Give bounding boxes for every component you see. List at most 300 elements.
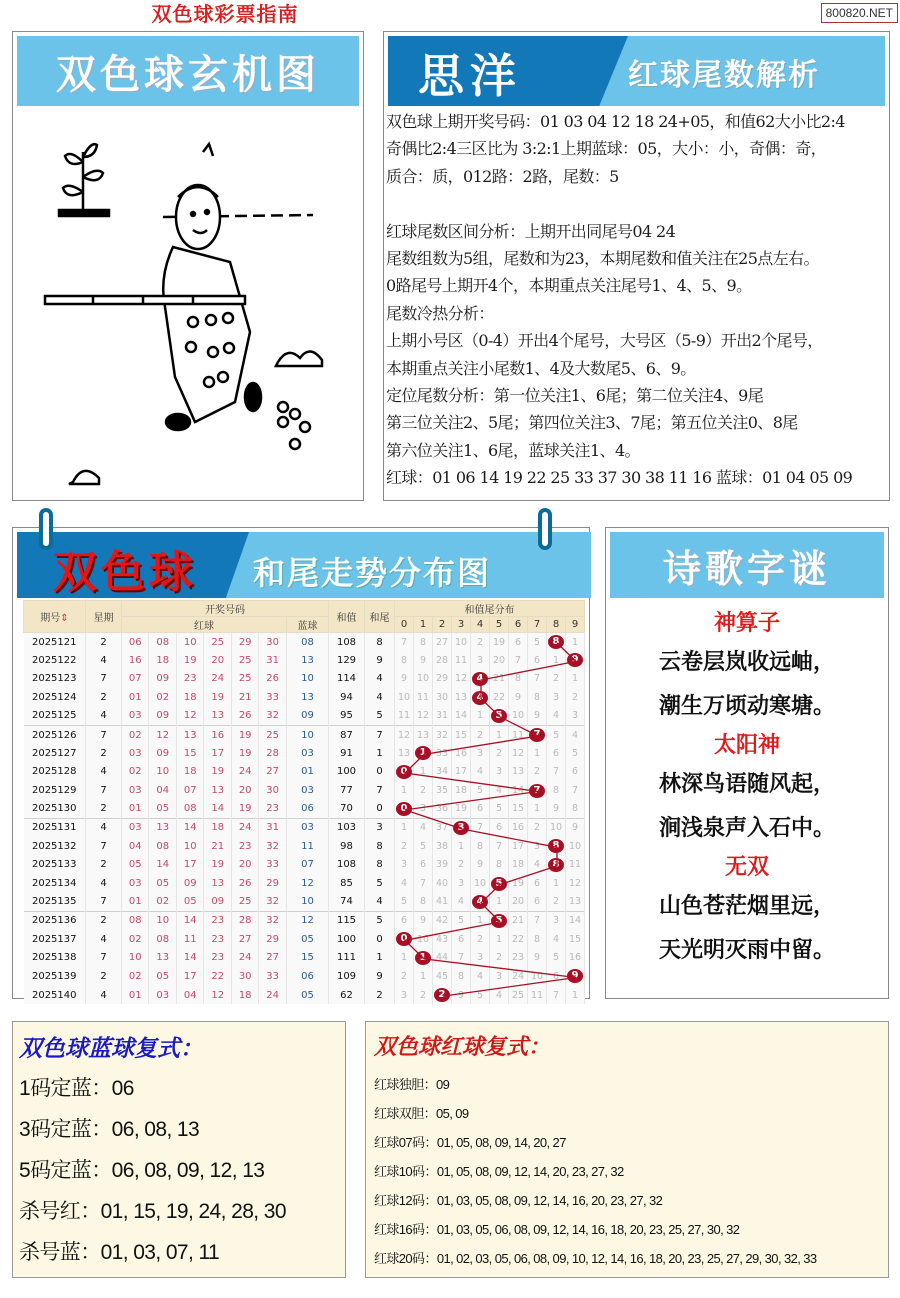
- poem-banner: 诗歌字谜: [610, 532, 884, 598]
- weekday-cell: 2: [86, 967, 122, 986]
- distribution-cell: 9: [414, 651, 433, 670]
- distribution-cell: 1: [395, 949, 414, 968]
- red-ball-cell: 14: [176, 818, 203, 837]
- site-badge[interactable]: 800820.NET: [821, 3, 898, 23]
- distribution-cell: 35: [433, 781, 452, 800]
- red-ball-cell: 13: [204, 707, 231, 726]
- distribution-cell: 13: [452, 688, 471, 707]
- distribution-cell: 4: [490, 986, 509, 1005]
- red-ball-cell: 24: [231, 949, 258, 968]
- tail-ball-marker: 2: [434, 988, 450, 1002]
- red-ball-cell: 26: [231, 874, 258, 893]
- weekday-cell: 7: [86, 949, 122, 968]
- distribution-cell: 2: [452, 856, 471, 875]
- red-ball-cell: 32: [259, 893, 286, 912]
- weekday-cell: 4: [86, 651, 122, 670]
- issue-cell: 2025134: [24, 874, 86, 893]
- red-ball-cell: 13: [149, 949, 176, 968]
- distribution-cell: 12: [452, 670, 471, 689]
- draw-column-header: 开奖号码: [122, 601, 329, 617]
- red-ball-compound-panel: [365, 1021, 889, 1278]
- poem-riddle-panel: [605, 527, 889, 999]
- red-ball-cell: 19: [176, 651, 203, 670]
- distribution-cell: 1: [490, 725, 509, 744]
- distribution-cell: 8: [566, 800, 585, 819]
- distribution-cell: 8: [414, 893, 433, 912]
- red-ball-cell: 13: [204, 874, 231, 893]
- distribution-cell: 9: [528, 707, 547, 726]
- red-ball-cell: 01: [122, 893, 149, 912]
- distribution-cell: 1: [490, 893, 509, 912]
- tail-ball-marker: 4: [472, 691, 488, 705]
- tail-cell: 0: [365, 763, 395, 782]
- red-ball-cell: 03: [122, 781, 149, 800]
- distribution-cell: 20: [509, 893, 528, 912]
- blue-compound-row: 5码定蓝：06, 08, 09, 12, 13: [19, 1159, 265, 1182]
- distribution-cell: 13: [566, 893, 585, 912]
- poem-line: 涧浅泉声入石中。: [658, 815, 835, 841]
- digit-header: 7: [528, 617, 547, 633]
- red-ball-cell: 04: [149, 781, 176, 800]
- red-compound-title: 双色球红球复式：: [374, 1034, 551, 1060]
- red-ball-cell: 02: [149, 688, 176, 707]
- red-ball-cell: 16: [204, 725, 231, 744]
- tail-cell: 0: [365, 930, 395, 949]
- blue-ball-cell: 06: [286, 967, 328, 986]
- tail-cell: 7: [365, 781, 395, 800]
- issue-cell: 2025124: [24, 688, 86, 707]
- distribution-cell: 2: [547, 893, 566, 912]
- distribution-cell: 10: [528, 967, 547, 986]
- paper-clip-right: [538, 508, 552, 550]
- distribution-cell: 4: [471, 967, 490, 986]
- tail-cell: 8: [365, 856, 395, 875]
- distribution-cell: 4: [528, 856, 547, 875]
- tail-cell: 2: [365, 986, 395, 1005]
- blue-ball-cell: 13: [286, 688, 328, 707]
- trend-row: [24, 744, 585, 763]
- red-ball-cell: 30: [259, 781, 286, 800]
- red-ball-cell: 25: [259, 725, 286, 744]
- weekday-column-header: 星期: [86, 601, 122, 633]
- distribution-cell: [528, 725, 547, 744]
- distribution-cell: 6: [566, 763, 585, 782]
- distribution-cell: 13: [509, 763, 528, 782]
- red-ball-cell: 24: [259, 986, 286, 1005]
- poem-line: 天光明灭雨中留。: [658, 937, 835, 963]
- distribution-cell: [471, 688, 490, 707]
- red-ball-cell: 30: [231, 967, 258, 986]
- tail-ball-marker: 0: [396, 932, 412, 946]
- poem-line: 云卷层岚收远岫，: [658, 649, 835, 675]
- distribution-cell: 17: [452, 763, 471, 782]
- page-title: 双色球彩票指南: [151, 2, 299, 26]
- red-ball-cell: 10: [122, 949, 149, 968]
- red-ball-cell: 04: [122, 837, 149, 856]
- red-ball-cell: 29: [231, 633, 258, 652]
- trend-row: [24, 967, 585, 986]
- distribution-cell: 3: [547, 688, 566, 707]
- red-ball-cell: 03: [122, 818, 149, 837]
- distribution-cell: 9: [452, 986, 471, 1005]
- red-ball-cell: 03: [122, 744, 149, 763]
- distribution-cell: 1: [528, 800, 547, 819]
- distribution-cell: 8: [471, 837, 490, 856]
- distribution-cell: 8: [509, 670, 528, 689]
- red-ball-cell: 19: [204, 763, 231, 782]
- tail-column-header: 和尾: [365, 601, 395, 633]
- trend-row: [24, 986, 585, 1005]
- weekday-cell: 7: [86, 893, 122, 912]
- distribution-cell: 1: [395, 781, 414, 800]
- distribution-cell: 8: [414, 633, 433, 652]
- red-ball-cell: 14: [176, 949, 203, 968]
- distribution-cell: 7: [566, 781, 585, 800]
- red-ball-cell: 17: [176, 967, 203, 986]
- tail-ball-marker: 0: [396, 802, 412, 816]
- weekday-cell: 7: [86, 837, 122, 856]
- analysis-subtitle: 红球尾数解析: [628, 58, 820, 93]
- distribution-cell: 7: [509, 651, 528, 670]
- red-ball-cell: 26: [259, 670, 286, 689]
- distribution-cell: 5: [547, 949, 566, 968]
- distribution-cell: 8: [528, 688, 547, 707]
- tail-ball-marker: 3: [453, 821, 469, 835]
- red-ball-cell: 05: [122, 856, 149, 875]
- distribution-cell: 8: [452, 967, 471, 986]
- blue-ball-cell: 06: [286, 800, 328, 819]
- issue-cell: 2025132: [24, 837, 86, 856]
- distribution-cell: 4: [566, 725, 585, 744]
- distribution-cell: 3: [395, 856, 414, 875]
- red-ball-cell: 27: [259, 763, 286, 782]
- distribution-cell: 3: [471, 744, 490, 763]
- distribution-cell: 5: [452, 911, 471, 930]
- tail-analysis-panel: [383, 31, 890, 501]
- distribution-cell: 8: [490, 856, 509, 875]
- red-compound-row: 红球16码：01, 03, 05, 06, 08, 09, 12, 14, 16, 18, 20, 23, 25, 27, 30, 32: [374, 1222, 740, 1237]
- red-ball-cell: 23: [259, 800, 286, 819]
- red-ball-cell: 19: [204, 688, 231, 707]
- distribution-cell: 8: [395, 651, 414, 670]
- weekday-cell: 4: [86, 986, 122, 1005]
- red-ball-cell: 03: [122, 707, 149, 726]
- distribution-cell: 2: [471, 725, 490, 744]
- trend-table: [23, 600, 585, 1004]
- distribution-cell: 16: [566, 949, 585, 968]
- tail-ball-marker: 8: [548, 635, 564, 649]
- distribution-cell: 15: [566, 930, 585, 949]
- illustration-panel: [12, 31, 364, 501]
- red-ball-cell: 27: [231, 930, 258, 949]
- distribution-cell: 9: [395, 670, 414, 689]
- tail-cell: 4: [365, 688, 395, 707]
- red-compound-row: 红球双胆：05, 09: [374, 1106, 469, 1121]
- distribution-cell: 28: [433, 651, 452, 670]
- trend-banner-subtitle: 和尾走势分布图: [253, 554, 492, 592]
- red-ball-cell: 09: [176, 874, 203, 893]
- tail-cell: 3: [365, 818, 395, 837]
- red-ball-cell: 10: [176, 837, 203, 856]
- tail-cell: 5: [365, 874, 395, 893]
- red-ball-cell: 18: [204, 818, 231, 837]
- red-ball-cell: 25: [231, 651, 258, 670]
- red-compound-row: 红球10码：01, 05, 08, 09, 12, 14, 20, 23, 27, 32: [374, 1164, 624, 1179]
- red-ball-cell: 09: [204, 893, 231, 912]
- issue-cell: 2025122: [24, 651, 86, 670]
- distribution-cell: 2: [414, 781, 433, 800]
- distribution-cell: 19: [509, 874, 528, 893]
- distribution-cell: 2: [414, 986, 433, 1005]
- trend-row: [24, 874, 585, 893]
- blue-ball-cell: 03: [286, 818, 328, 837]
- distribution-cell: 42: [433, 911, 452, 930]
- distribution-cell: 10: [414, 930, 433, 949]
- distribution-cell: 30: [433, 688, 452, 707]
- sum-column-header: 和值: [329, 601, 365, 633]
- distribution-cell: 5: [471, 781, 490, 800]
- analysis-line: 第六位关注1、6尾，蓝球关注1、4。: [386, 440, 640, 460]
- sum-cell: 87: [329, 725, 365, 744]
- blue-ball-cell: 08: [286, 633, 328, 652]
- digit-header: 8: [547, 617, 566, 633]
- distribution-cell: [395, 930, 414, 949]
- poem-line: 山色苍茫烟里远，: [658, 893, 835, 919]
- sum-cell: 98: [329, 837, 365, 856]
- distribution-cell: [547, 856, 566, 875]
- sum-cell: 85: [329, 874, 365, 893]
- distribution-cell: 36: [433, 800, 452, 819]
- red-ball-cell: 19: [204, 856, 231, 875]
- distribution-cell: 10: [566, 837, 585, 856]
- distribution-cell: [547, 633, 566, 652]
- mystic-drawing-image: [33, 122, 343, 492]
- weekday-cell: 4: [86, 930, 122, 949]
- blue-ball-cell: 12: [286, 874, 328, 893]
- red-ball-cell: 20: [204, 651, 231, 670]
- poem-author: 无双: [724, 854, 769, 880]
- issue-cell: 2025136: [24, 911, 86, 930]
- distribution-cell: 2: [490, 744, 509, 763]
- analysis-line: 质合：质，012路：2路，尾数：5: [386, 166, 619, 186]
- distribution-cell: [395, 800, 414, 819]
- distribution-cell: 39: [433, 856, 452, 875]
- distribution-cell: 2: [471, 633, 490, 652]
- red-ball-cell: 01: [122, 800, 149, 819]
- red-ball-cell: 03: [122, 874, 149, 893]
- red-ball-cell: 13: [204, 781, 231, 800]
- issue-cell: 2025140: [24, 986, 86, 1005]
- red-ball-cell: 12: [176, 707, 203, 726]
- distribution-cell: 6: [395, 911, 414, 930]
- red-ball-cell: 27: [259, 949, 286, 968]
- weekday-cell: 2: [86, 633, 122, 652]
- distribution-cell: 4: [452, 893, 471, 912]
- blue-ball-cell: 15: [286, 949, 328, 968]
- distribution-cell: [528, 781, 547, 800]
- distribution-cell: 21: [490, 670, 509, 689]
- red-ball-cell: 05: [176, 893, 203, 912]
- issue-cell: 2025133: [24, 856, 86, 875]
- distribution-cell: 12: [395, 725, 414, 744]
- distribution-cell: 8: [547, 781, 566, 800]
- distribution-cell: 12: [566, 874, 585, 893]
- issue-cell: 2025131: [24, 818, 86, 837]
- red-ball-cell: 03: [149, 986, 176, 1005]
- red-ball-cell: 23: [231, 837, 258, 856]
- poem-content: [606, 606, 888, 972]
- trend-row: [24, 688, 585, 707]
- red-ball-cell: 11: [176, 930, 203, 949]
- red-ball-cell: 21: [231, 688, 258, 707]
- red-ball-cell: 33: [259, 856, 286, 875]
- tail-cell: 9: [365, 651, 395, 670]
- blue-ball-cell: 09: [286, 707, 328, 726]
- poem-line: 林深鸟语随风起，: [658, 771, 835, 797]
- distribution-cell: 3: [490, 967, 509, 986]
- distribution-cell: 7: [547, 763, 566, 782]
- distribution-cell: [566, 651, 585, 670]
- distribution-cell: 7: [528, 670, 547, 689]
- distribution-cell: 45: [433, 967, 452, 986]
- red-ball-cell: 09: [149, 707, 176, 726]
- weekday-cell: 4: [86, 763, 122, 782]
- trend-row: [24, 651, 585, 670]
- distribution-cell: 1: [471, 707, 490, 726]
- blue-ball-header: 蓝球: [286, 617, 328, 633]
- blue-compound-row: 杀号红：01, 15, 19, 24, 28, 30: [19, 1200, 286, 1223]
- sum-cell: 74: [329, 893, 365, 912]
- red-ball-cell: 10: [176, 633, 203, 652]
- distribution-cell: 2: [395, 837, 414, 856]
- digit-header: 0: [395, 617, 414, 633]
- poem-author: 太阳神: [713, 732, 780, 758]
- distribution-cell: 27: [433, 633, 452, 652]
- issue-cell: 2025127: [24, 744, 86, 763]
- distribution-cell: 4: [547, 930, 566, 949]
- distribution-cell: [395, 763, 414, 782]
- weekday-cell: 4: [86, 874, 122, 893]
- sum-cell: 103: [329, 818, 365, 837]
- distribution-cell: 5: [471, 986, 490, 1005]
- distribution-cell: 4: [547, 707, 566, 726]
- tail-ball-marker: 0: [396, 765, 412, 779]
- red-ball-cell: 02: [122, 930, 149, 949]
- distribution-cell: 38: [433, 837, 452, 856]
- red-ball-cell: 32: [259, 837, 286, 856]
- issue-cell: 2025123: [24, 670, 86, 689]
- weekday-cell: 2: [86, 800, 122, 819]
- distribution-cell: 29: [433, 670, 452, 689]
- sum-cell: 100: [329, 930, 365, 949]
- trend-row: [24, 781, 585, 800]
- distribution-cell: 7: [528, 911, 547, 930]
- distribution-cell: 1: [414, 967, 433, 986]
- red-ball-header: 红球: [122, 617, 287, 633]
- issue-cell: 2025128: [24, 763, 86, 782]
- trend-banner: [17, 532, 591, 598]
- distribution-cell: 5: [547, 725, 566, 744]
- sum-cell: 94: [329, 688, 365, 707]
- distribution-cell: 16: [509, 818, 528, 837]
- red-compound-row: 红球12码：01, 03, 05, 08, 09, 12, 14, 16, 20, 23, 27, 32: [374, 1193, 663, 1208]
- tail-cell: 4: [365, 893, 395, 912]
- distribution-cell: 9: [509, 688, 528, 707]
- analysis-line: 上期小号区（0-4）开出4个尾号，大号区（5-9）开出2个尾号，: [386, 331, 823, 351]
- sum-cell: 77: [329, 781, 365, 800]
- analysis-banner: [388, 36, 885, 106]
- issue-column-header[interactable]: 期号⇕: [24, 601, 86, 633]
- red-ball-cell: 08: [122, 911, 149, 930]
- trend-row: [24, 707, 585, 726]
- issue-cell: 2025125: [24, 707, 86, 726]
- distribution-cell: 18: [452, 781, 471, 800]
- distribution-cell: 2: [547, 670, 566, 689]
- red-ball-cell: 28: [231, 911, 258, 930]
- distribution-cell: 3: [490, 763, 509, 782]
- digit-header: 1: [414, 617, 433, 633]
- distribution-cell: 22: [509, 930, 528, 949]
- distribution-cell: 6: [452, 930, 471, 949]
- tail-ball-marker: 9: [567, 969, 583, 983]
- issue-cell: 2025137: [24, 930, 86, 949]
- sum-cell: 109: [329, 967, 365, 986]
- red-ball-cell: 07: [122, 670, 149, 689]
- distribution-cell: 2: [395, 967, 414, 986]
- distribution-cell: 6: [490, 818, 509, 837]
- weekday-cell: 2: [86, 688, 122, 707]
- distribution-cell: 4: [490, 781, 509, 800]
- issue-cell: 2025139: [24, 967, 86, 986]
- distribution-cell: [452, 818, 471, 837]
- distribution-column-header: 和值尾分布: [395, 601, 585, 617]
- red-ball-cell: 13: [176, 725, 203, 744]
- red-ball-cell: 09: [149, 670, 176, 689]
- red-ball-cell: 22: [204, 967, 231, 986]
- distribution-cell: 6: [471, 800, 490, 819]
- tail-cell: 1: [365, 744, 395, 763]
- distribution-cell: [471, 670, 490, 689]
- red-ball-cell: 05: [149, 800, 176, 819]
- red-ball-cell: 28: [259, 744, 286, 763]
- red-ball-cell: 08: [149, 837, 176, 856]
- red-ball-cell: 02: [149, 893, 176, 912]
- red-ball-cell: 16: [122, 651, 149, 670]
- paper-clip-left: [39, 508, 53, 550]
- analysis-line: 双色球上期开奖号码：01 03 04 12 18 24+05，和值62大小比2:4: [386, 112, 845, 131]
- red-ball-cell: 17: [204, 744, 231, 763]
- weekday-cell: 7: [86, 781, 122, 800]
- tail-ball-marker: 4: [472, 895, 488, 909]
- sum-cell: 114: [329, 670, 365, 689]
- red-ball-cell: 32: [259, 707, 286, 726]
- red-ball-cell: 09: [149, 744, 176, 763]
- tail-ball-marker: 7: [529, 728, 545, 742]
- blue-ball-cell: 01: [286, 763, 328, 782]
- sort-icon[interactable]: ⇕: [60, 613, 69, 624]
- sum-cell: 108: [329, 856, 365, 875]
- distribution-cell: 7: [490, 837, 509, 856]
- distribution-cell: [471, 893, 490, 912]
- distribution-cell: 1: [414, 763, 433, 782]
- trend-row: [24, 670, 585, 689]
- distribution-cell: 15: [509, 800, 528, 819]
- tail-ball-marker: 8: [548, 839, 564, 853]
- red-ball-cell: 24: [231, 763, 258, 782]
- trend-row: [24, 930, 585, 949]
- red-ball-cell: 19: [231, 744, 258, 763]
- red-ball-cell: 31: [259, 651, 286, 670]
